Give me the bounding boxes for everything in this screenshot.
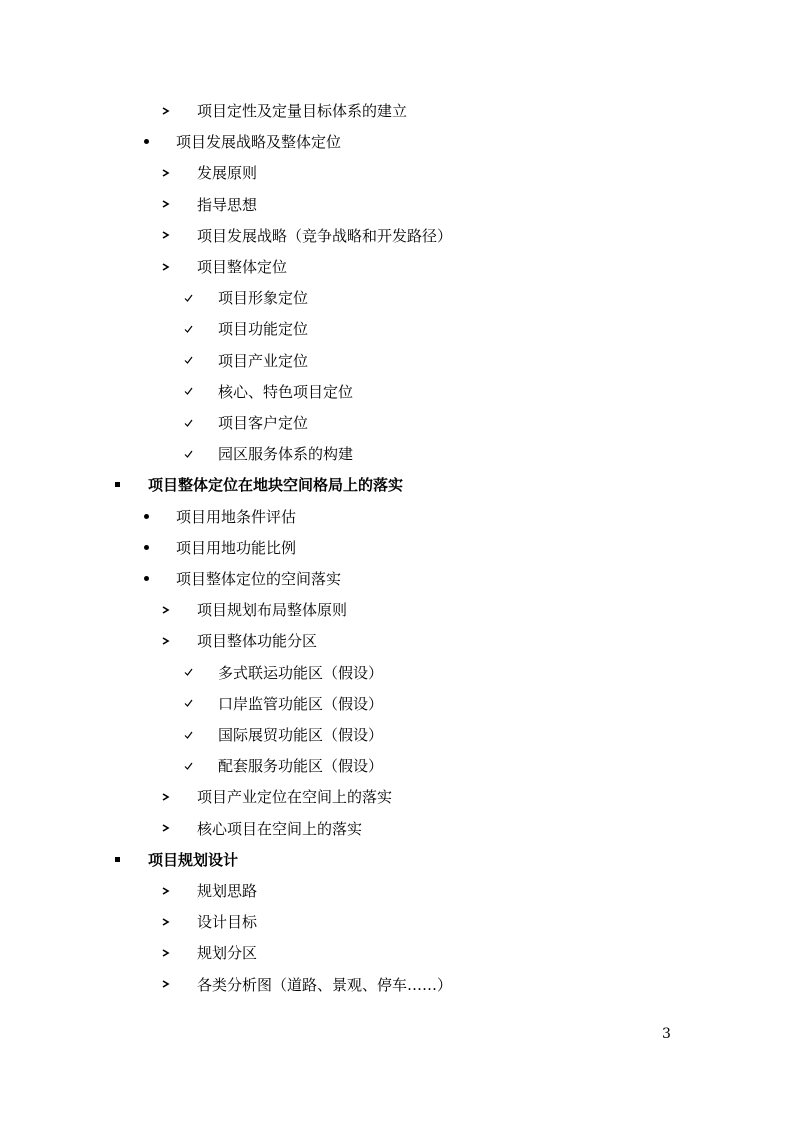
check-bullet-icon	[178, 411, 198, 435]
dot-bullet-icon	[136, 536, 156, 560]
outline-item-text: 配套服务功能区（假设）	[218, 757, 384, 776]
check-bullet-icon	[178, 380, 198, 404]
dot-bullet-icon	[136, 505, 156, 529]
outline-item-text: 指导思想	[197, 195, 258, 214]
outline-item-text: 项目用地功能比例	[176, 538, 297, 557]
outline-item-text: 项目整体功能分区	[197, 632, 318, 651]
outline-item-text: 项目发展战略（竞争战略和开发路径）	[197, 226, 453, 245]
outline-item-text: 项目功能定位	[218, 320, 309, 339]
dot-bullet-icon	[136, 130, 156, 154]
arrow-bullet-icon	[156, 879, 176, 903]
outline-item-text: 核心、特色项目定位	[218, 382, 354, 401]
outline-item-text: 园区服务体系的构建	[218, 445, 354, 464]
outline-item-text: 项目发展战略及整体定位	[176, 133, 342, 152]
outline-item-text: 核心项目在空间上的落实	[197, 819, 363, 838]
outline-item-text: 规划思路	[197, 882, 258, 900]
outline-item-text: 设计目标	[197, 913, 258, 932]
outline-item-text: 口岸监管功能区（假设）	[218, 694, 384, 713]
arrow-bullet-icon	[156, 161, 176, 185]
check-bullet-icon	[178, 286, 198, 310]
outline-item-text: 项目整体定位在地块空间格局上的落实	[148, 476, 404, 495]
outline-item-text: 各类分析图（道路、景观、停车……）	[197, 975, 453, 994]
arrow-bullet-icon	[156, 629, 176, 653]
arrow-bullet-icon	[156, 255, 176, 279]
page-number: 3	[662, 1026, 671, 1042]
square-bullet-icon	[107, 848, 127, 872]
arrow-bullet-icon	[156, 193, 176, 217]
dot-bullet-icon	[136, 567, 156, 591]
arrow-bullet-icon	[156, 598, 176, 622]
check-bullet-icon	[178, 317, 198, 341]
outline-item-text: 多式联运功能区（假设）	[218, 663, 384, 682]
outline-item-text: 国际展贸功能区（假设）	[218, 726, 384, 744]
check-bullet-icon	[178, 723, 198, 747]
outline-item-text: 项目整体定位	[197, 258, 288, 276]
arrow-bullet-icon	[156, 910, 176, 934]
outline-item-text: 项目产业定位	[218, 351, 309, 370]
arrow-bullet-icon	[156, 785, 176, 809]
outline-item-text: 规划分区	[197, 944, 258, 963]
square-bullet-icon	[107, 473, 127, 497]
check-bullet-icon	[178, 692, 198, 716]
outline-item-text: 项目定性及定量目标体系的建立	[197, 102, 408, 120]
check-bullet-icon	[178, 754, 198, 778]
outline-item-text: 项目规划设计	[148, 850, 239, 869]
outline-item-text: 发展原则	[197, 164, 258, 183]
arrow-bullet-icon	[156, 817, 176, 841]
arrow-bullet-icon	[156, 941, 176, 965]
check-bullet-icon	[178, 442, 198, 466]
arrow-bullet-icon	[156, 973, 176, 997]
outline-item-text: 项目客户定位	[218, 414, 309, 432]
outline-item-text: 项目用地条件评估	[176, 507, 297, 526]
outline-item-text: 项目整体定位的空间落实	[176, 570, 342, 588]
arrow-bullet-icon	[156, 224, 176, 248]
arrow-bullet-icon	[156, 99, 176, 123]
check-bullet-icon	[178, 349, 198, 373]
check-bullet-icon	[178, 661, 198, 685]
outline-item-text: 项目形象定位	[218, 289, 309, 308]
outline-item-text: 项目产业定位在空间上的落实	[197, 788, 393, 807]
outline-item-text: 项目规划布局整体原则	[197, 601, 348, 620]
